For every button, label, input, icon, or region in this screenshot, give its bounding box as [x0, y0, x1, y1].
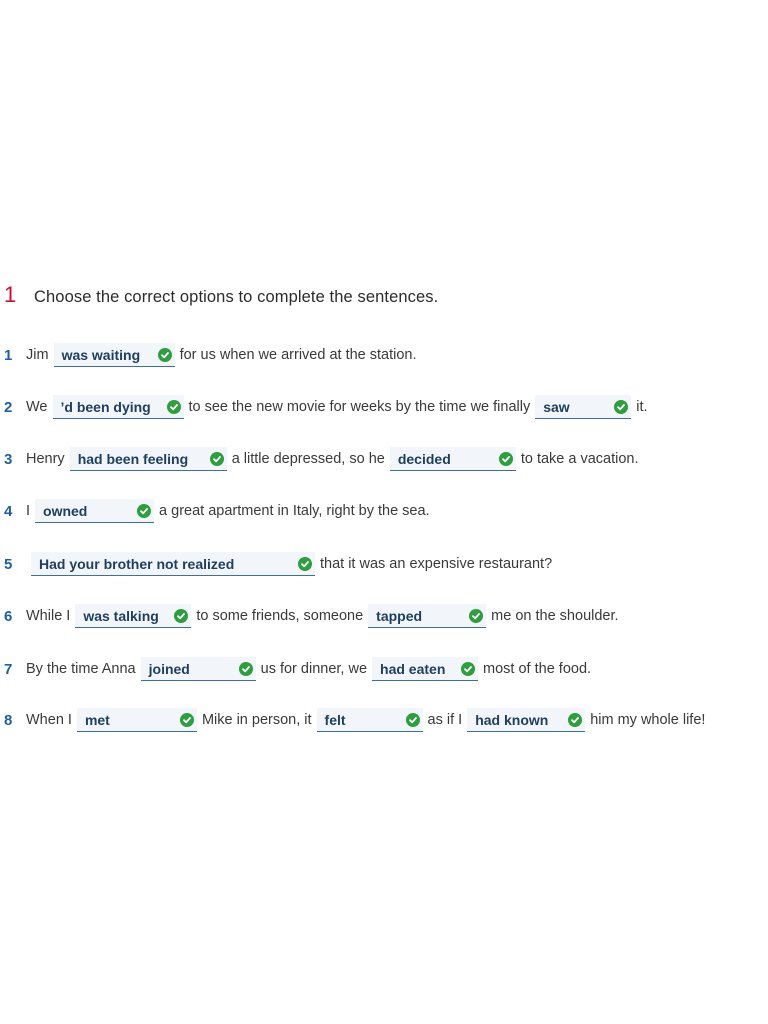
check-circle-icon — [499, 452, 513, 466]
sentence-text: While I — [26, 608, 71, 624]
exercise-header — [4, 282, 438, 308]
answer-value: had eaten — [380, 660, 446, 677]
sentence-row-7 — [4, 656, 591, 682]
sentence-text: Jim — [26, 347, 49, 363]
item-number: 2 — [4, 398, 13, 416]
answer-value: had known — [475, 711, 549, 728]
sentence-text: We — [26, 399, 48, 415]
sentence-text: I — [26, 503, 31, 519]
check-circle-icon — [298, 557, 312, 571]
sentence-text: that it was an expensive restaurant? — [320, 556, 553, 572]
item-number: 7 — [4, 660, 13, 678]
check-circle-icon — [174, 609, 188, 623]
answer-value: Had your brother not realized — [39, 555, 235, 572]
answer-dropdown[interactable] — [54, 343, 175, 367]
check-circle-icon — [406, 713, 420, 727]
answer-value: tapped — [376, 607, 423, 624]
answer-value: joined — [148, 660, 190, 677]
sentence-text: Mike in person, it — [201, 712, 312, 728]
answer-dropdown[interactable] — [535, 395, 631, 419]
answer-value: was talking — [83, 607, 159, 624]
item-number: 5 — [4, 555, 13, 573]
sentence-text: By the time Anna — [26, 661, 136, 677]
sentence-text: us for dinner, we — [260, 661, 368, 677]
sentence-row-4 — [4, 498, 430, 524]
sentence-text: for us when we arrived at the station. — [179, 347, 417, 363]
item-number: 1 — [4, 346, 13, 364]
answer-dropdown[interactable] — [75, 604, 191, 628]
exercise-instruction: Choose the correct options to complete the sentences. — [34, 288, 439, 306]
check-circle-icon — [137, 504, 151, 518]
check-circle-icon — [568, 713, 582, 727]
check-circle-icon — [210, 452, 224, 466]
answer-dropdown[interactable] — [77, 708, 197, 732]
sentence-text: most of the food. — [483, 661, 592, 677]
answer-dropdown[interactable] — [31, 552, 315, 576]
answer-dropdown[interactable] — [53, 395, 184, 419]
check-circle-icon — [167, 400, 181, 414]
item-number: 8 — [4, 711, 13, 729]
sentence-text: a little depressed, so he — [231, 451, 385, 467]
check-circle-icon — [180, 713, 194, 727]
sentence-text: Henry — [26, 451, 65, 467]
answer-value: had been feeling — [77, 450, 189, 467]
answer-dropdown[interactable] — [141, 657, 256, 681]
answer-dropdown[interactable] — [70, 447, 227, 471]
answer-value: ’d been dying — [60, 398, 151, 415]
answer-value: saw — [543, 398, 570, 415]
sentence-text: him my whole life! — [590, 712, 706, 728]
item-number: 6 — [4, 607, 13, 625]
sentence-text: it. — [636, 399, 648, 415]
item-number: 4 — [4, 502, 13, 520]
item-number: 3 — [4, 450, 13, 468]
sentence-row-8 — [4, 707, 705, 733]
check-circle-icon — [614, 400, 628, 414]
sentence-text: as if I — [427, 712, 463, 728]
sentence-row-5 — [4, 551, 552, 577]
answer-dropdown[interactable] — [390, 447, 516, 471]
answer-value: decided — [397, 450, 451, 467]
check-circle-icon — [461, 662, 475, 676]
sentence-text: to some friends, someone — [196, 608, 364, 624]
check-circle-icon — [239, 662, 253, 676]
sentence-row-6 — [4, 603, 619, 629]
answer-dropdown[interactable] — [35, 499, 154, 523]
answer-dropdown[interactable] — [317, 708, 423, 732]
sentence-text: to take a vacation. — [520, 451, 639, 467]
answer-dropdown[interactable] — [368, 604, 486, 628]
answer-value: felt — [324, 711, 346, 728]
answer-value: met — [84, 711, 110, 728]
answer-value: owned — [43, 502, 88, 519]
sentence-text: to see the new movie for weeks by the time we finally — [188, 399, 531, 415]
sentence-row-2 — [4, 394, 648, 420]
sentence-text: me on the shoulder. — [491, 608, 619, 624]
sentence-text: a great apartment in Italy, right by the sea. — [159, 503, 430, 519]
sentence-row-3 — [4, 446, 639, 472]
answer-value: was waiting — [61, 346, 141, 363]
sentence-text: When I — [26, 712, 72, 728]
exercise-number: 1 — [4, 282, 17, 307]
sentence-row-1 — [4, 342, 417, 368]
check-circle-icon — [158, 348, 172, 362]
answer-dropdown[interactable] — [467, 708, 585, 732]
check-circle-icon — [469, 609, 483, 623]
answer-dropdown[interactable] — [372, 657, 478, 681]
